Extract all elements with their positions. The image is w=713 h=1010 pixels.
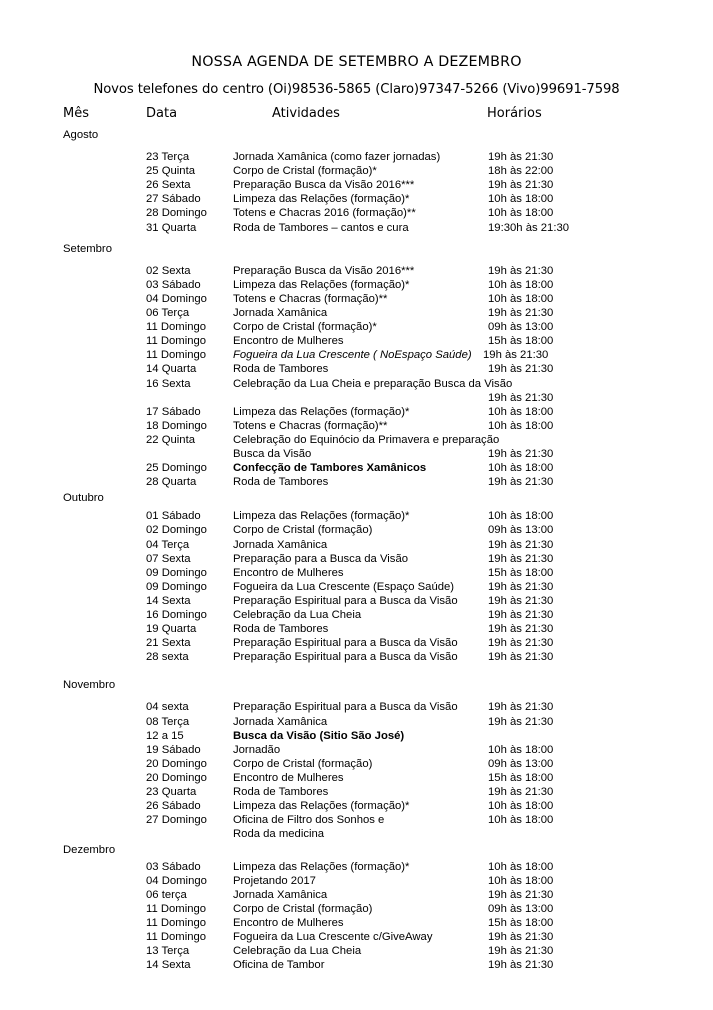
table-row [0,622,713,636]
table-row [0,799,713,813]
row-date: 25 Quinta [146,165,195,178]
row-date: 11 Domingo [146,349,207,362]
row-date: 21 Sexta [146,637,191,650]
row-activity: Totens e Chacras (formação)** [233,419,388,432]
row-date: 07 Sexta [146,552,191,565]
table-row [0,860,713,874]
row-date: 02 Sexta [146,264,191,277]
row-activity: Corpo de Cristal (formação) [233,902,373,915]
row-time: 19:30h às 21:30 [488,221,570,234]
row-activity: Preparação Espiritual para a Busca da Visão [233,594,458,607]
row-date: 13 Terça [146,945,190,958]
month-section [0,491,713,664]
row-date: 03 Sábado [146,860,201,873]
row-activity: Jornada Xamânica (como fazer jornadas) [233,151,441,164]
table-row [0,405,713,419]
table-row [0,348,713,362]
row-time: 15h às 18:00 [488,566,554,579]
row-date: 28 Domingo [146,207,207,220]
row-activity: Jornada Xamânica [233,888,328,901]
row-time: 10h às 18:00 [488,193,554,206]
row-time: 19h às 21:30 [488,651,554,664]
row-activity: Preparação Espiritual para a Busca da Visão [233,637,458,650]
table-row [0,700,713,714]
table-row [0,757,713,771]
row-time: 09h às 13:00 [488,757,554,770]
row-activity: Preparação Busca da Visão 2016*** [233,264,415,277]
row-activity: Corpo de Cristal (formação) [233,757,373,770]
row-date: 12 a 15 [146,729,184,742]
month-label: Novembro [63,679,116,692]
row-date: 26 Sábado [146,800,201,813]
row-activity: Limpeza das Relações (formação)* [233,193,410,206]
table-row [0,164,713,178]
row-activity: Limpeza das Relações (formação)* [233,405,410,418]
month-label-gap [0,692,713,700]
row-activity: Totens e Chacras 2016 (formação)** [233,207,416,220]
month-section [0,843,713,972]
row-time: 09h às 13:00 [488,902,554,915]
table-row [0,292,713,306]
row-time: 19h às 21:30 [488,786,554,799]
row-activity: Busca da Visão (Sitio São José) [233,729,405,742]
table-row [0,594,713,608]
row-date: 02 Domingo [146,524,207,537]
table-row [0,320,713,334]
table-row [0,944,713,958]
row-activity-continuation: Busca da Visão [233,447,312,460]
row-activity: Corpo de Cristal (formação)* [233,321,377,334]
table-row [0,433,713,461]
month-section [0,678,713,841]
month-label: Dezembro [63,844,116,857]
row-time: 15h às 18:00 [488,916,554,929]
row-time: 19h às 21:30 [488,701,554,714]
row-activity: Celebração da Lua Cheia e preparação Busca da Visão [233,377,513,390]
table-row [0,552,713,566]
table-row [0,729,713,743]
row-date: 14 Sexta [146,594,191,607]
row-activity: Limpeza das Relações (formação)* [233,800,410,813]
row-date: 27 Sábado [146,193,201,206]
row-time: 09h às 13:00 [488,321,554,334]
row-activity: Limpeza das Relações (formação)* [233,278,410,291]
row-activity: Jornada Xamânica [233,538,328,551]
row-time: 19h às 21:30 [488,580,554,593]
row-activity: Jornada Xamânica [233,715,328,728]
row-date: 09 Domingo [146,580,207,593]
row-activity: Preparação para a Busca da Visão [233,552,409,565]
row-date: 17 Sábado [146,405,201,418]
row-date: 18 Domingo [146,419,207,432]
row-time: 19h às 21:30 [488,391,554,404]
row-activity: Roda de Tambores – cantos e cura [233,221,409,234]
row-activity: Fogueira da Lua Crescente (Espaço Saúde) [233,580,455,593]
month-label: Agosto [63,129,99,141]
contact-phones-line: Novos telefones do centro (Oi)98536-5865 (Claro)97347-5266 (Vivo)99691-7598 [93,82,620,97]
table-row [0,785,713,799]
month-label-gap [0,256,713,264]
row-date: 06 Terça [146,307,190,320]
column-header-atividades: Atividades [272,106,340,121]
row-date: 23 Terça [146,151,190,164]
table-row [0,192,713,206]
table-row [0,636,713,650]
row-time: 10h às 18:00 [488,207,554,220]
row-date: 23 Quarta [146,786,197,799]
row-date: 04 Terça [146,538,190,551]
row-activity: Corpo de Cristal (formação) [233,524,373,537]
table-row [0,580,713,594]
table-row [0,813,713,841]
row-time: 19h às 21:30 [488,623,554,636]
month-section [0,128,713,235]
table-row [0,206,713,220]
row-activity: Limpeza das Relações (formação)* [233,860,410,873]
table-row [0,650,713,664]
section-spacer [0,664,713,678]
row-activity: Encontro de Mulheres [233,335,344,348]
row-activity-continuation: Roda da medicina [233,828,325,841]
table-row [0,930,713,944]
agenda-table [0,128,713,972]
row-time: 10h às 18:00 [488,800,554,813]
row-time: 19h às 21:30 [488,307,554,320]
row-activity: Celebração do Equinócio da Primavera e preparação [233,433,500,446]
row-activity: Jornadão [233,743,281,756]
row-time: 19h às 21:30 [488,945,554,958]
row-time: 10h às 18:00 [488,874,554,887]
month-section [0,242,713,490]
row-date: 25 Domingo [146,462,207,475]
row-date: 19 Sábado [146,743,201,756]
row-date: 14 Sexta [146,959,191,972]
row-time: 18h às 22:00 [488,165,554,178]
month-label: Outubro [63,492,104,505]
row-time: 19h às 21:30 [488,151,554,164]
column-header-horarios: Horários [487,106,542,121]
row-date: 26 Sexta [146,179,191,192]
table-row [0,523,713,537]
month-label: Setembro [63,242,112,255]
row-activity: Oficina de Filtro dos Sonhos e [233,814,385,827]
row-date: 01 Sábado [146,510,201,523]
table-row [0,178,713,192]
table-row [0,306,713,320]
row-date: 09 Domingo [146,566,207,579]
row-time: 19h às 21:30 [488,552,554,565]
column-header-data: Data [146,106,178,121]
row-date: 08 Terça [146,715,190,728]
table-row [0,150,713,164]
row-activity: Fogueira da Lua Crescente c/GiveAway [233,930,433,943]
row-date: 14 Quarta [146,363,197,376]
row-activity: Celebração da Lua Cheia [233,945,362,958]
row-time: 19h às 21:30 [488,930,554,943]
column-header-mes: Mês [63,106,89,121]
row-date: 04 sexta [146,701,189,714]
row-activity: Roda de Tambores [233,786,329,799]
row-activity: Totens e Chacras (formação)** [233,292,388,305]
row-time: 19h às 21:30 [488,363,554,376]
row-time: 19h às 21:30 [488,637,554,650]
table-row [0,608,713,622]
row-time: 19h às 21:30 [488,594,554,607]
table-row [0,771,713,785]
row-time: 10h às 18:00 [488,292,554,305]
table-row [0,958,713,972]
table-row [0,566,713,580]
row-activity: Celebração da Lua Cheia [233,609,362,621]
table-row [0,377,713,405]
row-time: 10h às 18:00 [488,462,554,475]
table-row [0,334,713,348]
row-activity: Corpo de Cristal (formação)* [233,165,377,178]
row-date: 11 Domingo [146,916,207,929]
row-date: 16 Domingo [146,609,207,621]
row-date: 22 Quinta [146,433,195,446]
row-time: 10h às 18:00 [488,405,554,418]
row-date: 04 Domingo [146,874,207,887]
month-label-gap [0,142,713,150]
row-time: 10h às 18:00 [488,510,554,523]
row-date: 04 Domingo [146,292,207,305]
row-time: 10h às 18:00 [488,278,554,291]
row-activity: Fogueira da Lua Crescente ( NoEspaço Saúde) [233,349,472,362]
table-row [0,419,713,433]
row-date: 20 Domingo [146,757,207,770]
row-date: 19 Quarta [146,623,197,636]
row-time: 19h às 21:30 [488,959,554,972]
row-activity: Oficina de Tambor [233,959,325,972]
row-activity: Preparação Busca da Visão 2016*** [233,179,415,192]
row-date: 27 Domingo [146,814,207,827]
table-row [0,278,713,292]
row-time: 19h às 21:30 [488,538,554,551]
row-time: 10h às 18:00 [488,814,554,827]
table-row [0,461,713,475]
row-date: 03 Sábado [146,278,201,291]
row-activity: Projetando 2017 [233,874,316,887]
row-time: 15h às 18:00 [488,771,554,784]
table-row [0,888,713,902]
table-row [0,221,713,235]
table-row [0,743,713,757]
row-activity: Limpeza das Relações (formação)* [233,510,410,523]
row-time: 10h às 18:00 [488,419,554,432]
row-date: 11 Domingo [146,902,207,915]
row-activity: Encontro de Mulheres [233,916,344,929]
row-date: 06 terça [146,888,187,901]
row-date: 11 Domingo [146,930,207,943]
row-time: 10h às 18:00 [488,743,554,756]
row-date: 11 Domingo [146,335,207,348]
row-time: 09h às 13:00 [488,524,554,537]
table-row [0,874,713,888]
row-time: 19h às 21:30 [488,888,554,901]
row-date: 16 Sexta [146,377,191,390]
table-row [0,475,713,489]
row-activity: Roda de Tambores [233,363,329,376]
row-date: 20 Domingo [146,771,207,784]
row-activity: Encontro de Mulheres [233,566,344,579]
table-row [0,715,713,729]
row-activity: Preparação Espiritual para a Busca da Visão [233,701,458,714]
row-time: 15h às 18:00 [488,335,554,348]
row-date: 11 Domingo [146,321,207,334]
table-row [0,902,713,916]
row-date: 28 Quarta [146,476,197,489]
row-activity: Preparação Espiritual para a Busca da Visão [233,651,458,664]
row-activity: Jornada Xamânica [233,307,328,320]
section-spacer [0,235,713,242]
table-row [0,538,713,552]
table-row [0,916,713,930]
row-activity: Roda de Tambores [233,623,329,636]
row-activity: Confecção de Tambores Xamânicos [233,462,427,475]
table-row [0,264,713,278]
table-row [0,362,713,376]
row-date: 31 Quarta [146,221,197,234]
row-date: 28 sexta [146,651,189,664]
row-time: 19h às 21:30 [488,476,554,489]
row-time: 19h às 21:30 [488,264,554,277]
row-time: 19h às 21:30 [488,179,554,192]
table-row [0,509,713,523]
page-title: NOSSA AGENDA DE SETEMBRO A DEZEMBRO [191,54,522,70]
row-time: 10h às 18:00 [488,860,554,873]
row-time: 19h às 21:30 [483,349,549,362]
row-time: 19h às 21:30 [488,447,554,460]
row-activity: Roda de Tambores [233,476,329,489]
row-time: 19h às 21:30 [488,609,554,621]
row-time: 19h às 21:30 [488,715,554,728]
row-activity: Encontro de Mulheres [233,771,344,784]
